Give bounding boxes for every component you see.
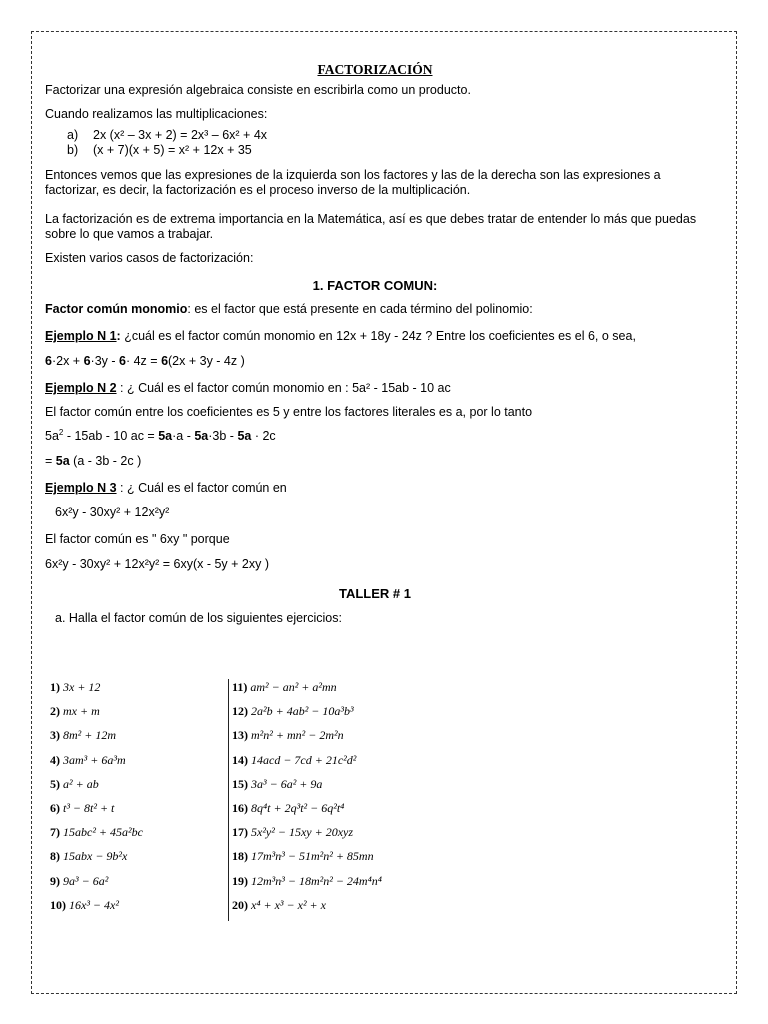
exercise-item: 12) 2a²b + 4ab² − 10a³b³ <box>232 704 354 719</box>
exercise-item: 3) 8m² + 12m <box>50 728 117 743</box>
multiplications-intro: Cuando realizamos las multiplicaciones: <box>45 107 268 121</box>
definition-label: Factor común monomio <box>45 302 188 316</box>
example-3-expression: 6x²y - 30xy² + 12x²y² <box>55 505 170 519</box>
example-2-line-2: = 5a (a - 3b - 2c ) <box>45 454 142 468</box>
definition-line: Factor común monomio: es el factor que está presente en cada término del polinomio: <box>45 302 533 316</box>
example-3: Ejemplo N 3 : ¿ Cuál es el factor común en <box>45 481 287 495</box>
example-label: Ejemplo N 1 <box>45 329 117 343</box>
example-2-line-1: $5a^2 - 15ab - 10$ ac = 5a·a - 5a·3b - 5a · 2c <box>45 427 276 443</box>
exercise-item: 20) x⁴ + x³ − x² + x <box>232 897 326 912</box>
exercise-item: 17) 5x²y² − 15xy + 20xyz <box>232 825 354 840</box>
section-heading: 1. FACTOR COMUN: <box>312 278 438 293</box>
exercise-item: 6) t³ − 8t² + t <box>50 800 115 815</box>
exercise-item: 9) 9a³ − 6a² <box>50 873 109 888</box>
exercise-item: 13) m²n² + mn² − 2m²n <box>232 728 344 743</box>
example-2-explanation: El factor común entre los coeficientes es 5 y entre los factores literales es a, por lo tanto <box>45 405 533 419</box>
example-1: Ejemplo N 1: ¿cuál es el factor común monomio en 12x + 18y - 24z ? Entre los coeficientes es el 6, o sea, <box>45 329 636 343</box>
example-1-result: 6·2x + 6·3y - 6· 4z = 6(2x + 3y - 4z ) <box>45 354 245 368</box>
list-item: a) 2x (x² – 3x + 2) = 2x³ – 6x² + 4x <box>67 128 268 142</box>
multiplication-list <box>67 128 705 158</box>
example-2: Ejemplo N 2 : ¿ Cuál es el factor común monomio en : 5a² - 15ab - 10 ac <box>45 381 451 395</box>
exercise-item: 19) 12m³n³ − 18m²n² − 24m⁴n⁴ <box>232 873 382 888</box>
importance-paragraph: La factorización es de extrema importancia en la Matemática, así es que debes tratar de entender lo más que puedas sobre lo que vamos a trabajar. <box>45 212 697 241</box>
example-label: Ejemplo N 3 <box>45 481 117 495</box>
exercise-item: 2) mx + m <box>50 704 100 719</box>
exercise-item: 4) 3am³ + 6a³m <box>50 752 126 767</box>
workshop-title: TALLER # 1 <box>339 586 411 601</box>
exercise-item: 14) 14acd − 7cd + 21c²d² <box>232 752 357 767</box>
exercise-column-left <box>50 679 228 921</box>
document-body <box>45 62 705 626</box>
exercise-item: 5) a² + ab <box>50 776 99 791</box>
exercise-item: 16) 8q⁴t + 2q³t² − 6q²t⁴ <box>232 800 345 815</box>
exercise-item: 8) 15abx − 9b²x <box>50 849 128 864</box>
exercise-item: 10) 16x³ − 4x² <box>50 897 119 912</box>
example-label: Ejemplo N 2 <box>45 381 117 395</box>
explanation-paragraph: Entonces vemos que las expresiones de la izquierda son los factores y las de la derecha son las expresiones a factorizar, es decir, la factorización es el proceso inverso de la multiplicación. <box>45 168 661 197</box>
exercise-item: 11) am² − an² + a²mn <box>232 680 337 694</box>
cases-paragraph: Existen varios casos de factorización: <box>45 251 254 265</box>
exercise-column-right <box>228 679 452 921</box>
exercise-item: 15) 3a³ − 6a² + 9a <box>232 776 323 791</box>
workshop-instruction: a. Halla el factor común de los siguientes ejercicios: <box>55 611 342 625</box>
exercise-item: 1) 3x + 12 <box>50 680 101 694</box>
page-title: FACTORIZACIÓN <box>317 62 433 77</box>
intro-paragraph: Factorizar una expresión algebraica consiste en escribirla como un producto. <box>45 83 471 97</box>
exercise-item: 7) 15abc² + 45a²bc <box>50 825 143 840</box>
example-3-explanation: El factor común es " 6xy " porque <box>45 532 230 546</box>
list-item: b) (x + 7)(x + 5) = x² + 12x + 35 <box>67 143 252 157</box>
example-3-result: 6x²y - 30xy² + 12x²y² = 6xy(x - 5y + 2xy ) <box>45 557 270 571</box>
exercise-item: 18) 17m³n³ − 51m²n² + 85mn <box>232 849 374 864</box>
